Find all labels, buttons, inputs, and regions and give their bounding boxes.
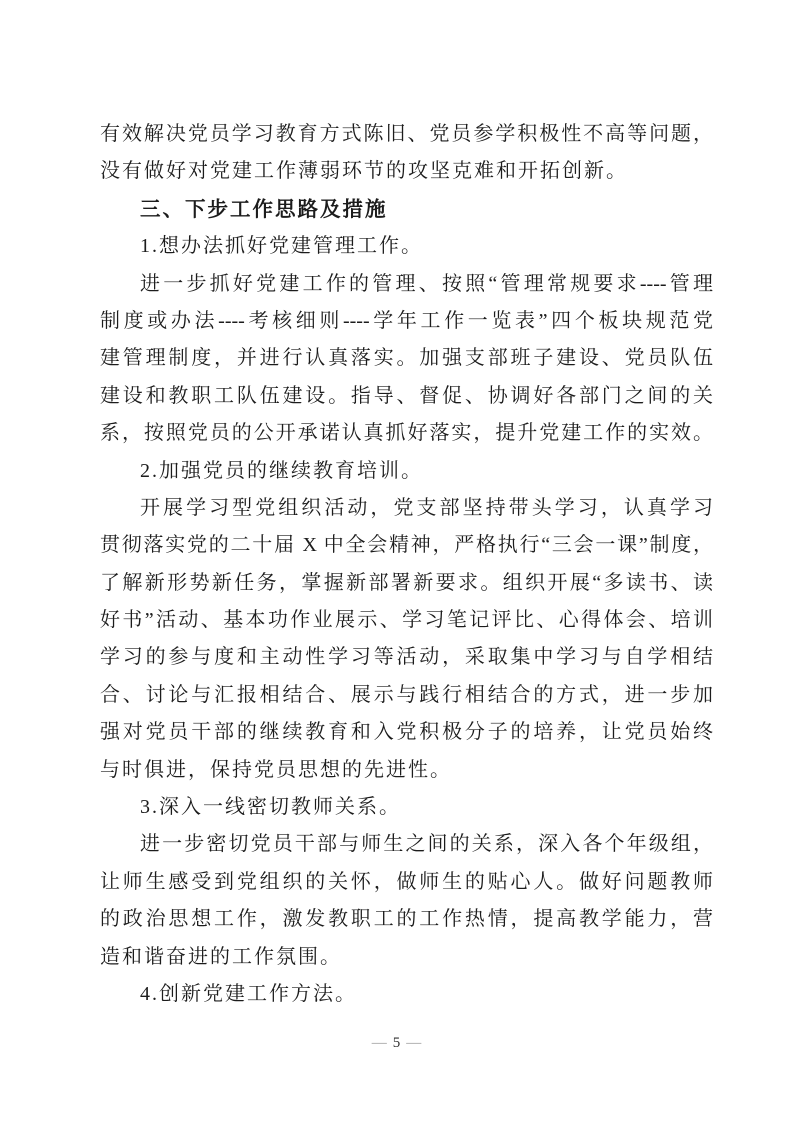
page-number: 5 (392, 1035, 401, 1051)
text-line: 好书”活动、基本功作业展示、学习笔记评比、心得体会、培训 (100, 609, 713, 632)
text-line: 开展学习型党组织活动，党支部坚持带头学习，认真学习 (140, 496, 713, 519)
footer-dash-left: — (371, 1035, 387, 1051)
text-line: 有效解决党员学习教育方式陈旧、党员参学积极性不高等问题， (100, 123, 713, 145)
text-line: 强对党员干部的继续教育和入党积极分子的培养，让党员始终 (100, 721, 713, 744)
text-line: 进一步抓好党建工作的管理、按照“管理常规要求----管理 (140, 272, 713, 295)
text-line: 进一步密切党员干部与师生之间的关系，深入各个年级组， (140, 833, 713, 856)
footer-dash-right: — (406, 1035, 422, 1051)
text-line: 了解新形势新任务，掌握新部署新要求。组织开展“多读书、读 (100, 571, 713, 594)
section-heading: 三、下步工作思路及措施 (140, 197, 388, 221)
text-line: 建管理制度，并进行认真落实。加强支部班子建设、党员队伍 (100, 347, 713, 370)
text-line: 与时俱进，保持党员思想的先进性。 (100, 758, 452, 781)
list-item-1: 1.想办法抓好党建管理工作。 (140, 235, 423, 258)
text-line: 让师生感受到党组织的关怀，做师生的贴心人。做好问题教师 (100, 870, 713, 893)
page-footer (0, 1032, 793, 1054)
list-item-2: 2.加强党员的继续教育培训。 (140, 459, 423, 482)
text-line: 系，按照党员的公开承诺认真抓好落实，提升党建工作的实效。 (100, 422, 713, 445)
text-line: 贯彻落实党的二十届 X 中全会精神，严格执行“三会一课”制度， (100, 534, 713, 557)
text-line: 建设和教职工队伍建设。指导、督促、协调好各部门之间的关 (100, 384, 713, 407)
document-body (100, 116, 713, 1013)
text-line: 学习的参与度和主动性学习等活动，采取集中学习与自学相结 (100, 646, 713, 669)
list-item-4: 4.创新党建工作方法。 (140, 982, 357, 1005)
text-line: 制度或办法----考核细则----学年工作一览表”四个板块规范党 (100, 309, 713, 332)
text-line: 没有做好对党建工作薄弱环节的攻坚克难和开拓创新。 (100, 160, 628, 183)
text-line: 的政治思想工作，激发教职工的工作热情，提高教学能力，营 (100, 908, 713, 931)
text-line: 合、讨论与汇报相结合、展示与践行相结合的方式，进一步加 (100, 683, 713, 706)
text-line: 造和谐奋进的工作氛围。 (100, 945, 342, 968)
list-item-3: 3.深入一线密切教师关系。 (140, 796, 401, 819)
